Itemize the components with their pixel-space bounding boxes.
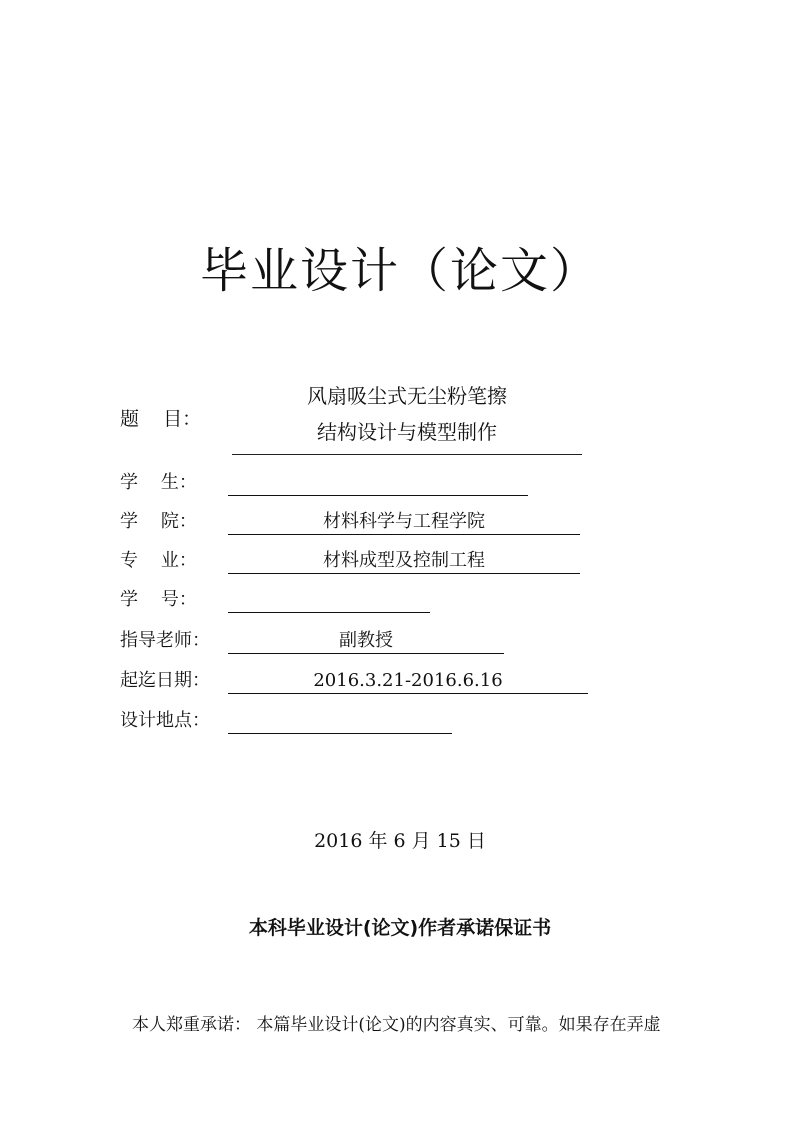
submission-date: 2016 年 6 月 15 日 (314, 830, 486, 852)
college-field: 材料科学与工程学院 (228, 508, 580, 535)
page-title: 毕业设计（论文） (199, 243, 600, 300)
topic-block (120, 378, 600, 458)
major-label: 专 业： (120, 550, 197, 571)
topic-value (232, 378, 582, 455)
topic-line-1: 风扇吸尘式无尘粉笔擦 (307, 384, 507, 408)
pledge-title: 本科毕业设计(论文)作者承诺保证书 (248, 917, 552, 939)
student-id-field (228, 586, 430, 613)
location-field (228, 707, 452, 734)
student-label: 学 生： (120, 472, 197, 493)
advisor-field: 副教授 (228, 627, 504, 654)
date-range-label: 起迄日期： (120, 670, 210, 691)
student-id-label: 学 号： (120, 589, 197, 610)
location-label: 设计地点： (120, 710, 210, 731)
date-range-field: 2016.3.21-2016.6.16 (228, 667, 588, 694)
student-field (228, 469, 528, 496)
college-label: 学 院： (120, 511, 197, 532)
advisor-label: 指导老师： (120, 630, 210, 651)
major-field: 材料成型及控制工程 (228, 547, 580, 574)
topic-line-2: 结构设计与模型制作 (317, 420, 497, 444)
topic-label: 题 目： (120, 408, 202, 430)
pledge-text: 本人郑重承诺： 本篇毕业设计(论文)的内容真实、可靠。如果存在弄虚 (132, 1015, 661, 1035)
